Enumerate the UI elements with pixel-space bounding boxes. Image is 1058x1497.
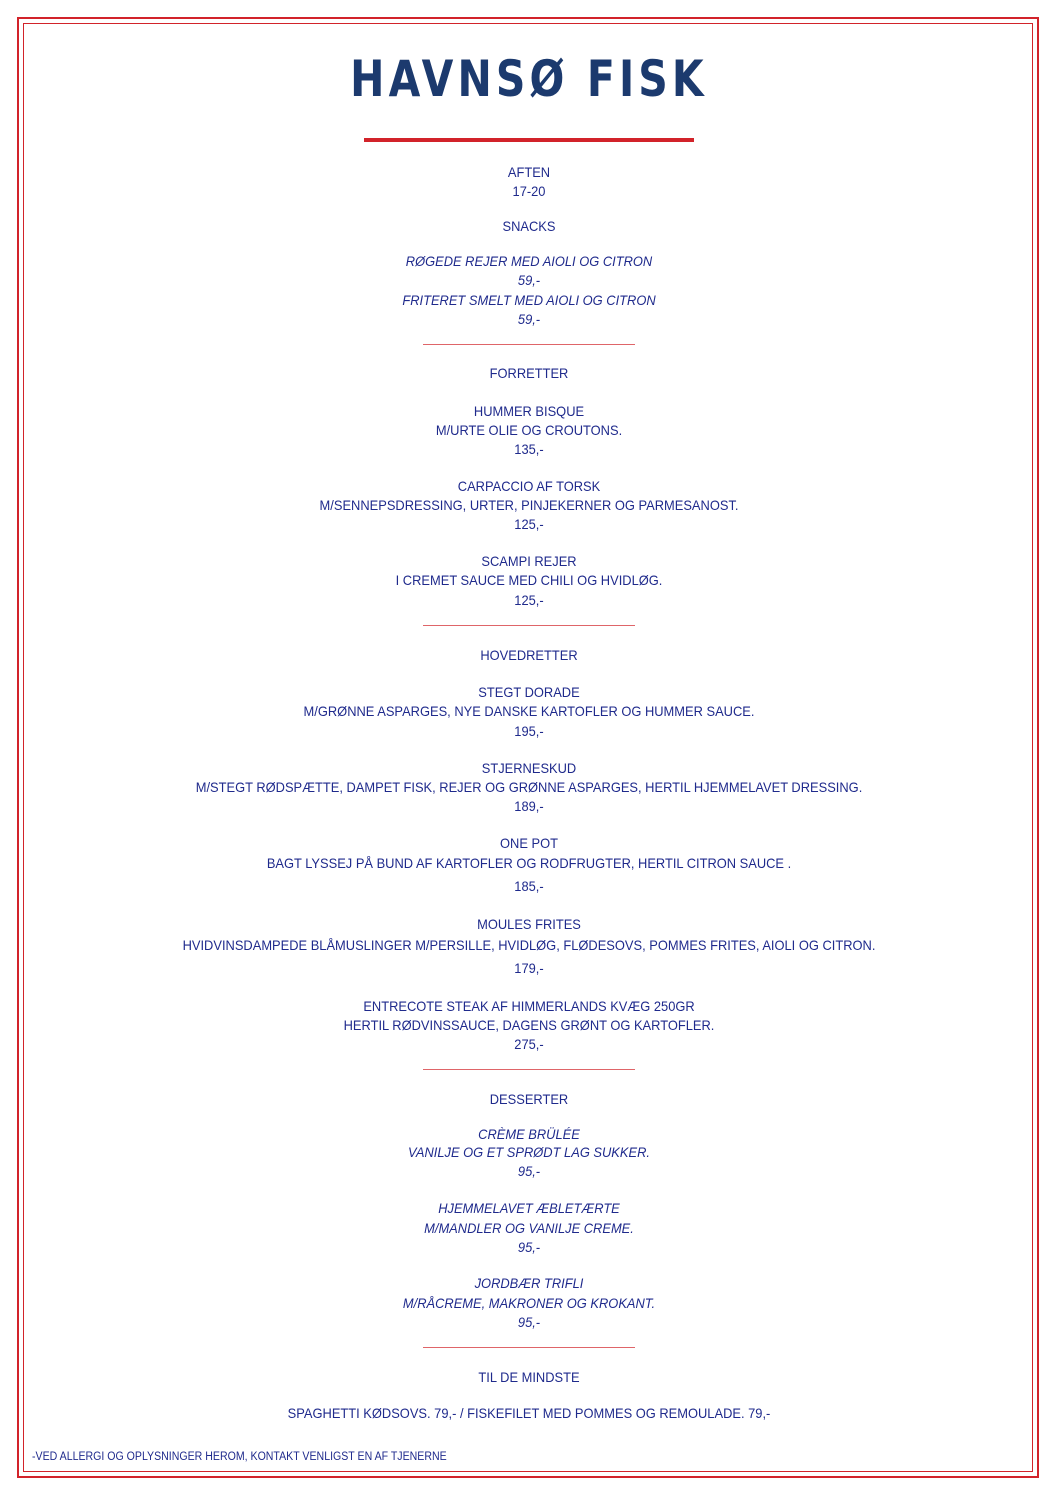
dish-price: 179,- — [514, 960, 544, 976]
section-divider — [423, 1347, 635, 1348]
dish-description: VANILJE OG ET SPRØDT LAG SUKKER. — [408, 1144, 650, 1160]
dish-price: 95,- — [517, 1163, 541, 1179]
dish-name: STEGT DORADE — [478, 684, 580, 700]
section-title-desserts: DESSERTER — [489, 1091, 569, 1107]
dish-description: M/MANDLER OG VANILJE CREME. — [424, 1220, 634, 1236]
dish-name: ENTRECOTE STEAK AF HIMMERLANDS KVÆG 250GR — [363, 998, 695, 1014]
section-title-snacks: SNACKS — [502, 218, 556, 234]
snack-price: 59,- — [517, 272, 541, 288]
service-hours: 17-20 — [512, 183, 546, 199]
dish-price: 125,- — [514, 592, 544, 608]
snack-name: RØGEDE REJER MED AIOLI OG CITRON — [405, 253, 653, 269]
allergy-note: -VED ALLERGI OG OPLYSNINGER HEROM, KONTAKT VENLIGST EN AF TJENERNE — [32, 1451, 447, 1463]
dish-price: 275,- — [514, 1036, 544, 1052]
dish-description: BAGT LYSSEJ PÅ BUND AF KARTOFLER OG RODFRUGTER, HERTIL CITRON SAUCE . — [266, 855, 792, 871]
kids-menu-line: SPAGHETTI KØDSOVS. 79,- / FISKEFILET MED POMMES OG REMOULADE. 79,- — [287, 1405, 771, 1421]
section-divider — [423, 625, 635, 626]
dish-description: M/GRØNNE ASPARGES, NYE DANSKE KARTOFLER OG HUMMER SAUCE. — [303, 703, 755, 719]
dish-description: HVIDVINSDAMPEDE BLÅMUSLINGER M/PERSILLE, HVIDLØG, FLØDESOVS, POMMES FRITES, AIOLI OG CITRON. — [182, 937, 876, 953]
dish-name: STJERNESKUD — [481, 760, 577, 776]
dish-name: HJEMMELAVET ÆBLETÆRTE — [438, 1200, 620, 1216]
section-divider — [423, 1069, 635, 1070]
dish-price: 195,- — [514, 723, 544, 739]
dish-description: M/URTE OLIE OG CROUTONS. — [435, 422, 623, 438]
section-title-starters: FORRETTER — [489, 365, 569, 381]
dish-price: 95,- — [517, 1239, 541, 1255]
dish-description: I CREMET SAUCE MED CHILI OG HVIDLØG. — [395, 572, 663, 588]
dish-name: ONE POT — [500, 835, 558, 851]
dish-name: HUMMER BISQUE — [473, 403, 585, 419]
service-name: AFTEN — [507, 164, 551, 180]
dish-description: HERTIL RØDVINSSAUCE, DAGENS GRØNT OG KARTOFLER. — [343, 1017, 715, 1033]
dish-price: 95,- — [517, 1314, 541, 1330]
dish-name: CARPACCIO AF TORSK — [457, 478, 601, 494]
logo-underline — [364, 138, 694, 142]
dish-name: MOULES FRITES — [477, 916, 581, 932]
dish-price: 185,- — [514, 878, 544, 894]
dish-price: 125,- — [514, 516, 544, 532]
section-title-kids: TIL DE MINDSTE — [478, 1369, 580, 1385]
snack-name: FRITERET SMELT MED AIOLI OG CITRON — [402, 292, 656, 308]
section-title-mains: HOVEDRETTER — [480, 647, 578, 663]
snack-price: 59,- — [517, 311, 541, 327]
restaurant-logo: HAVNSØ FISK — [350, 50, 708, 108]
dish-description: M/STEGT RØDSPÆTTE, DAMPET FISK, REJER OG GRØNNE ASPARGES, HERTIL HJEMMELAVET DRESSING. — [195, 779, 863, 795]
dish-name: SCAMPI REJER — [481, 553, 577, 569]
dish-name: JORDBÆR TRIFLI — [474, 1275, 584, 1291]
dish-price: 189,- — [514, 798, 544, 814]
dish-price: 135,- — [514, 441, 544, 457]
section-divider — [423, 344, 635, 345]
dish-description: M/SENNEPSDRESSING, URTER, PINJEKERNER OG PARMESANOST. — [319, 497, 739, 513]
dish-description: M/RÅCREME, MAKRONER OG KROKANT. — [402, 1295, 656, 1311]
dish-name: CRÈME BRÜLÉE — [478, 1126, 580, 1142]
